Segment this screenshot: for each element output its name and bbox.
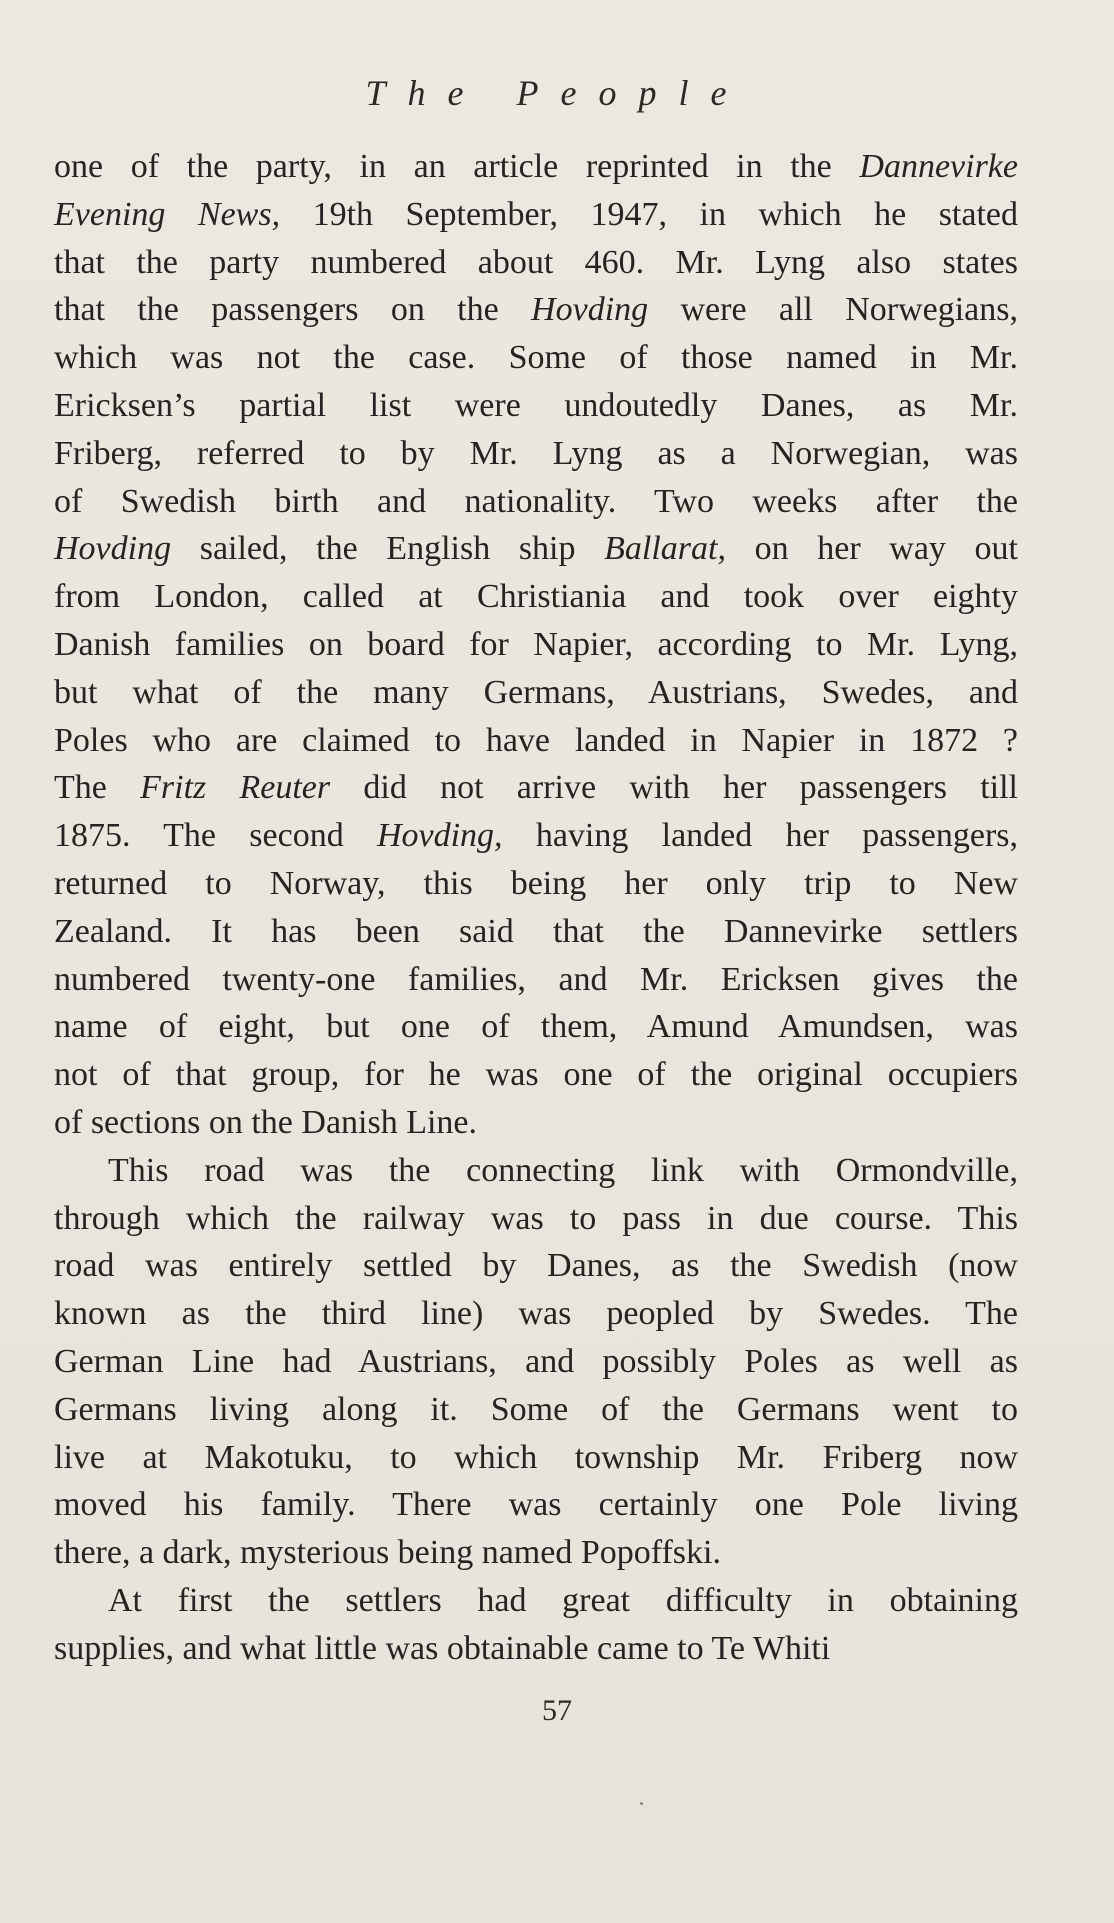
text-line — [54, 669, 1018, 717]
text-line — [54, 1386, 1018, 1434]
text-line — [54, 430, 1018, 478]
text-segment: sailed, the English ship — [171, 530, 605, 568]
text-segment: there, a dark, mysterious being named Popoffski. — [54, 1534, 721, 1572]
text-line — [54, 1625, 1018, 1673]
text-segment: Ballarat, — [604, 530, 726, 568]
text-segment: Hovding — [531, 291, 649, 329]
text-segment: were all Norwegians, — [648, 291, 1018, 329]
text-line — [54, 1147, 1018, 1195]
text-line — [54, 191, 1018, 239]
text-line — [54, 908, 1018, 956]
text-segment: German Line had Austrians, and possibly Poles as well as — [54, 1342, 1018, 1380]
text-segment: live at Makotuku, to which township Mr. Friberg now — [54, 1438, 1018, 1476]
text-segment: not of that group, for he was one of the original occupiers — [54, 1056, 1018, 1094]
text-segment: from London, called at Christiania and took over eighty — [54, 578, 1018, 616]
text-line — [54, 1051, 1018, 1099]
text-line — [54, 1290, 1018, 1338]
text-segment: one of the party, in an article reprinted in the — [54, 148, 860, 185]
text-segment: of sections on the Danish Line. — [54, 1103, 478, 1141]
text-segment: having landed her passengers, — [502, 817, 1018, 855]
text-line — [54, 717, 1018, 765]
text-segment: that the party numbered about 460. Mr. Lyng also states — [54, 243, 1018, 281]
text-segment: 1875. The second — [54, 817, 377, 855]
text-line — [54, 956, 1018, 1004]
text-segment: known as the third line) was peopled by Swedes. The — [54, 1295, 1018, 1333]
text-line — [54, 525, 1018, 573]
text-line — [54, 334, 1018, 382]
text-segment: At first the settlers had great difficulty in obtaining — [108, 1581, 1018, 1619]
text-segment: through which the railway was to pass in due course. This — [54, 1199, 1018, 1237]
text-line — [54, 860, 1018, 908]
text-line — [54, 812, 1018, 860]
text-line — [54, 1338, 1018, 1386]
text-segment: 19th September, 1947, in which he stated — [280, 195, 1018, 233]
page-number: 57 — [542, 1694, 572, 1727]
text-segment: of Swedish birth and nationality. Two weeks after the — [54, 482, 1018, 520]
text-line — [54, 286, 1018, 334]
text-segment: Dannevirke — [859, 148, 1018, 185]
text-segment: Zealand. It has been said that the Dannevirke settlers — [54, 912, 1018, 950]
text-segment: The — [54, 769, 141, 807]
text-line — [54, 382, 1018, 430]
text-segment: that the passengers on the — [54, 291, 532, 329]
text-line — [54, 1003, 1018, 1051]
text-segment: Germans living along it. Some of the Germans went to — [54, 1390, 1018, 1428]
text-line — [54, 239, 1018, 287]
text-line — [54, 1099, 1018, 1147]
body-text — [54, 143, 1018, 1673]
text-segment: Ericksen’s partial list were undoutedly Danes, as Mr. — [54, 386, 1018, 424]
text-segment: road was entirely settled by Danes, as the Swedish (now — [54, 1247, 1018, 1285]
text-segment: returned to Norway, this being her only trip to New — [54, 864, 1018, 902]
text-segment: did not arrive with her passengers till — [330, 769, 1019, 807]
text-segment: on her way out — [725, 530, 1018, 568]
text-segment: supplies, and what little was obtainable came to Te Whiti — [54, 1629, 831, 1667]
running-head: The People — [365, 73, 749, 113]
text-line — [54, 1577, 1018, 1625]
text-line — [54, 1481, 1018, 1529]
text-line — [54, 621, 1018, 669]
text-line — [54, 478, 1018, 526]
text-line — [54, 143, 1018, 191]
text-segment: This road was the connecting link with Ormondville, — [108, 1151, 1018, 1189]
text-line — [54, 1434, 1018, 1482]
text-segment: Evening News, — [54, 195, 281, 233]
text-segment: Danish families on board for Napier, according to Mr. Lyng, — [54, 625, 1018, 663]
text-segment: but what of the many Germans, Austrians, Swedes, and — [54, 673, 1018, 711]
text-segment: Poles who are claimed to have landed in Napier in 1872 ? — [54, 721, 1018, 759]
text-line — [54, 1529, 1018, 1577]
paper-speck — [640, 1802, 643, 1805]
text-line — [54, 1242, 1018, 1290]
text-segment: Fritz Reuter — [140, 769, 331, 807]
text-segment: name of eight, but one of them, Amund Amundsen, was — [54, 1008, 1018, 1046]
text-segment: Friberg, referred to by Mr. Lyng as a Norwegian, was — [54, 434, 1018, 472]
text-segment: numbered twenty-one families, and Mr. Ericksen gives the — [54, 960, 1018, 998]
text-line — [54, 573, 1018, 621]
text-line — [54, 764, 1018, 812]
text-segment: moved his family. There was certainly one Pole living — [54, 1486, 1018, 1524]
text-segment: Hovding — [54, 530, 172, 568]
text-segment: which was not the case. Some of those named in Mr. — [54, 339, 1018, 377]
text-segment: Hovding, — [376, 817, 503, 855]
text-line — [54, 1195, 1018, 1243]
